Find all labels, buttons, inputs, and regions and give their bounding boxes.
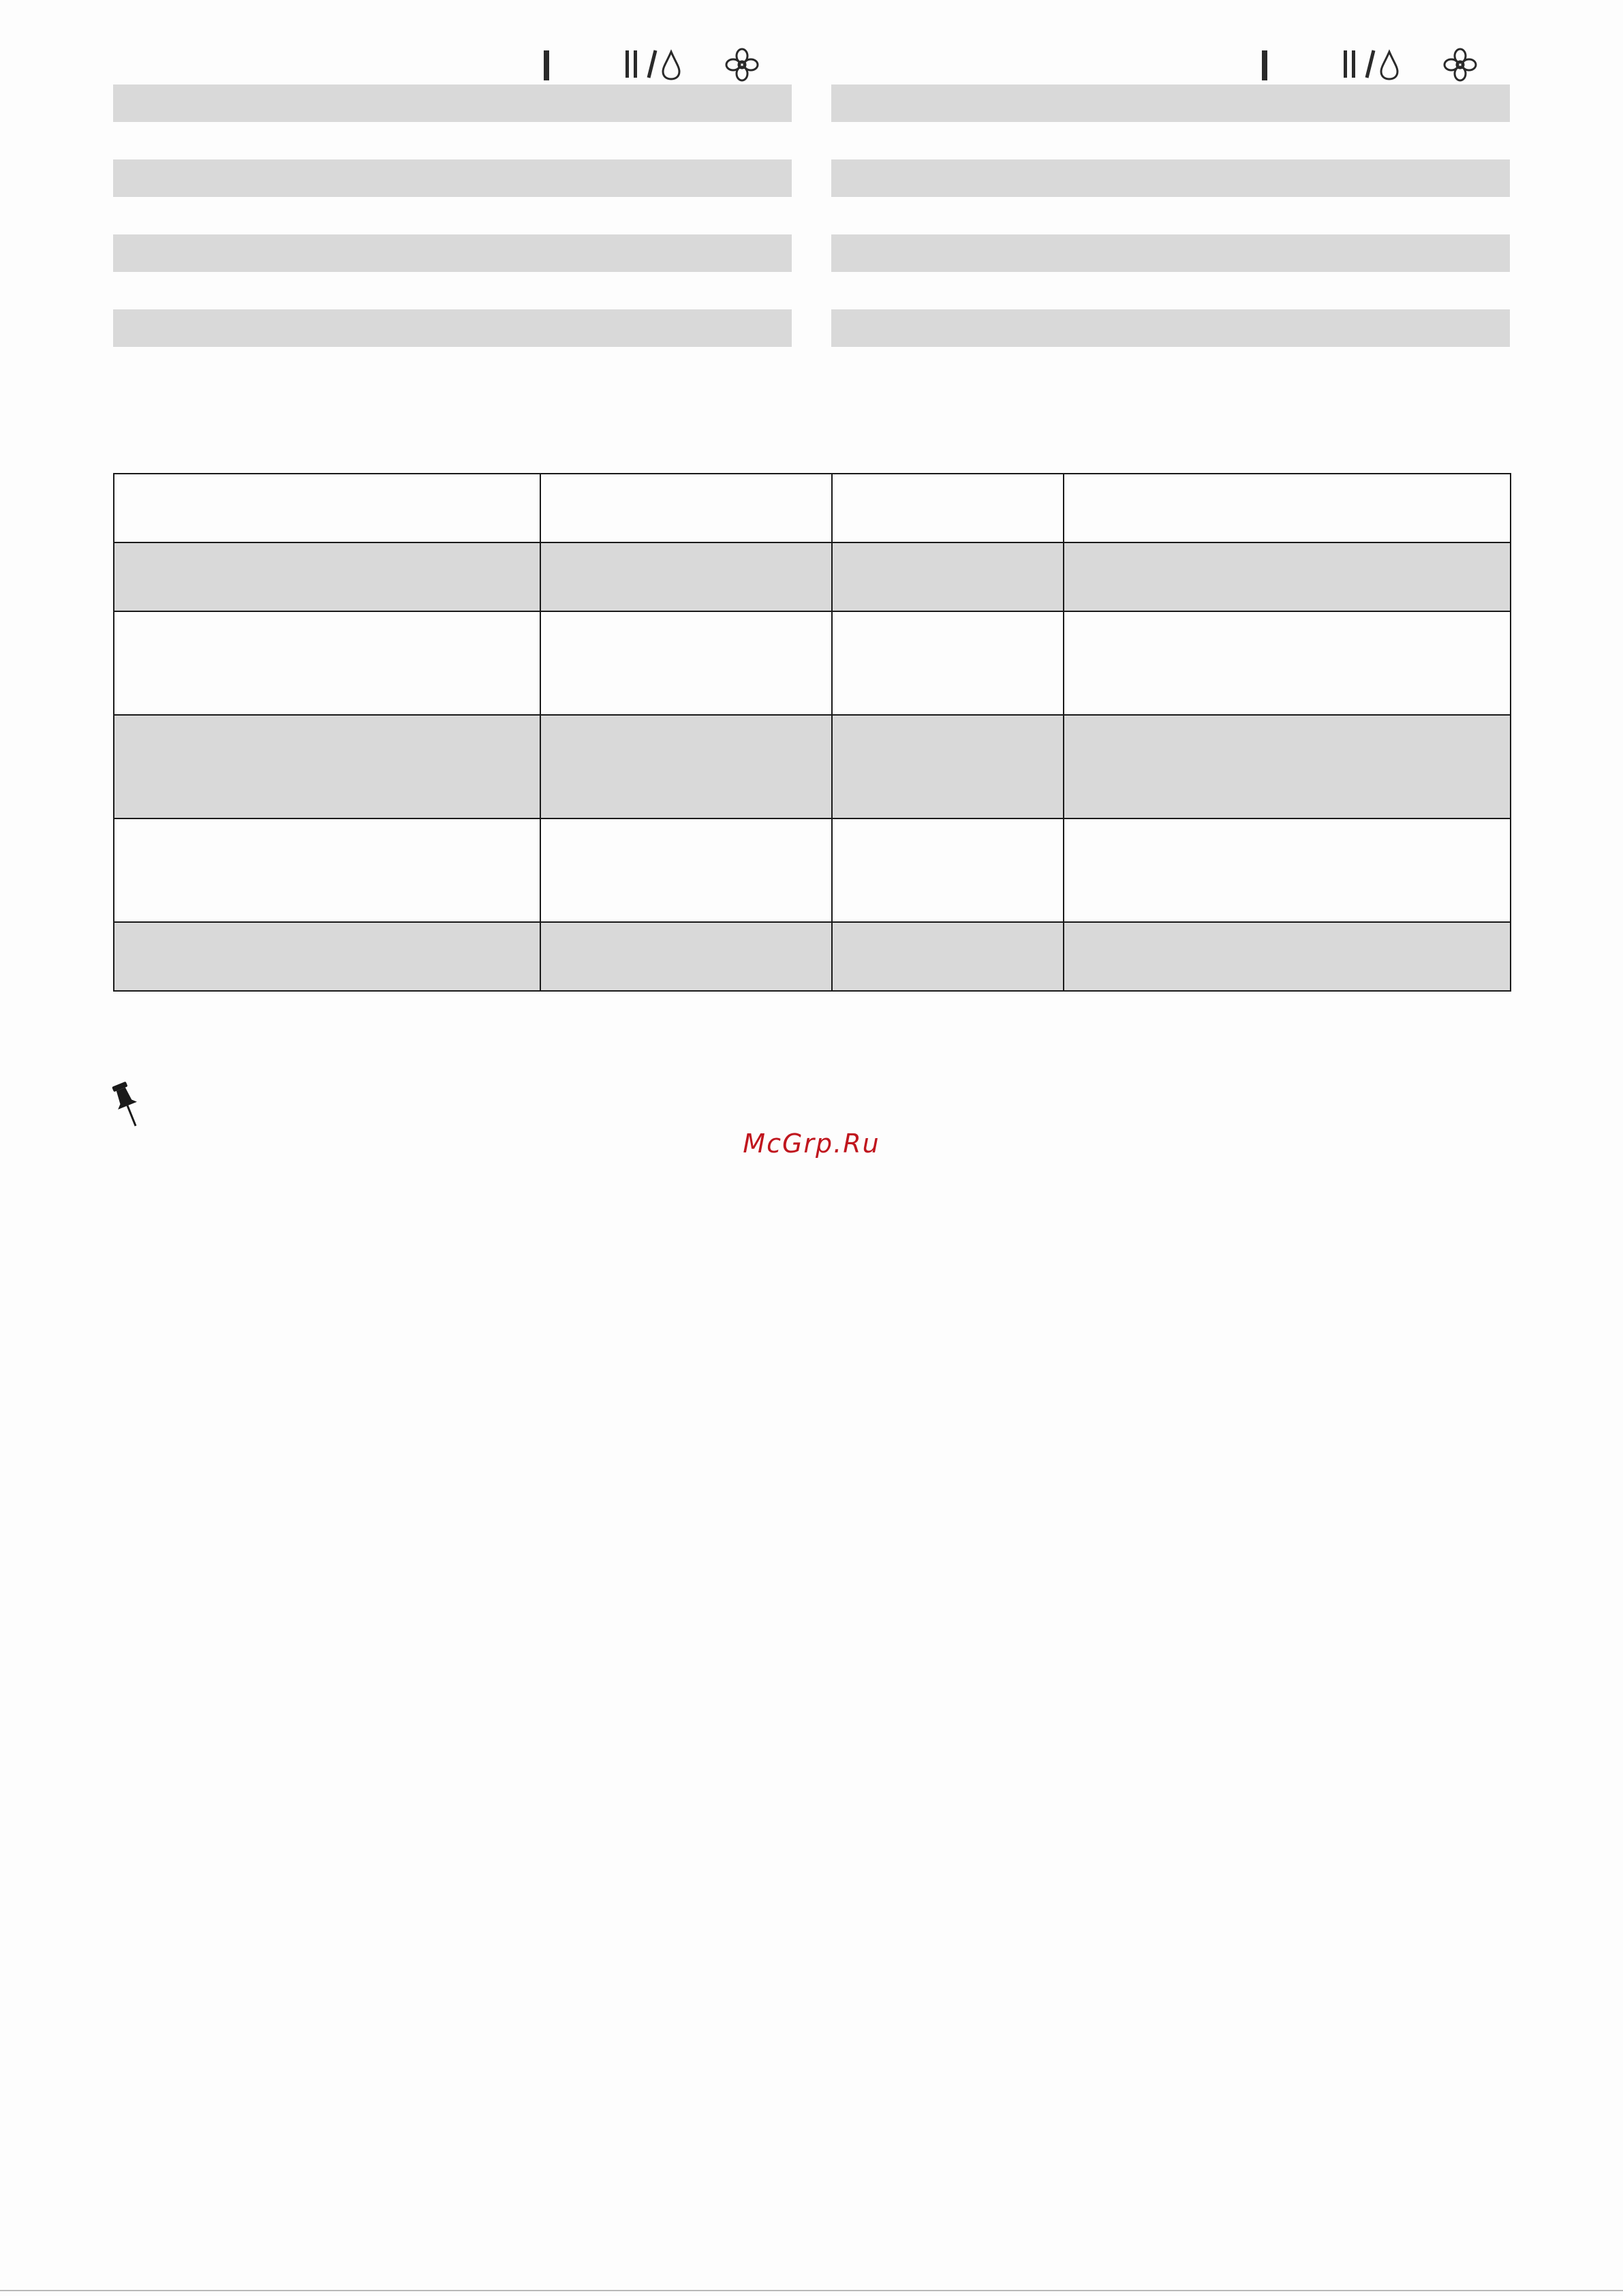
setting-bar [831,234,1510,272]
setting-bar [113,234,792,272]
right-panel [831,41,1510,384]
table-cell [540,611,832,715]
table-cell [540,474,832,542]
right-panel-header [831,41,1510,85]
setting-bar [113,85,792,122]
left-panel-header [113,41,792,85]
table-cell [114,715,540,818]
table-cell [540,818,832,922]
stage-two-drip-icon [1342,46,1410,82]
table-row [114,542,1511,611]
table-cell [832,818,1064,922]
table-cell [1064,818,1511,922]
fan-icon [725,46,759,82]
watermark: McGrp.Ru [743,1129,880,1159]
table-cell [540,715,832,818]
table-cell [114,611,540,715]
table-cell [1064,611,1511,715]
table-cell [832,611,1064,715]
table-cell [114,922,540,991]
fan-icon [1443,46,1477,82]
stage-one-icon [542,46,551,82]
setting-bar [831,85,1510,122]
table-cell [1064,715,1511,818]
footer-rule [0,2290,1623,2291]
setting-bar [831,159,1510,197]
stage-two-drip-icon [623,46,692,82]
stage-one-icon [1260,46,1269,82]
left-panel [113,41,792,384]
table-cell [540,542,832,611]
table-row [114,715,1511,818]
table-cell [114,542,540,611]
table-cell [1064,922,1511,991]
table-row [114,922,1511,991]
table-row [114,818,1511,922]
table-row [114,474,1511,542]
pushpin-icon [110,1081,146,1130]
setting-bar [831,309,1510,347]
setting-bar [113,309,792,347]
table-cell [832,542,1064,611]
table-cell [540,922,832,991]
table-cell [114,474,540,542]
spec-table [113,473,1511,992]
table-cell [832,922,1064,991]
table-cell [832,715,1064,818]
table-cell [1064,474,1511,542]
table-cell [832,474,1064,542]
table-row [114,611,1511,715]
table-cell [114,818,540,922]
table-cell [1064,542,1511,611]
setting-bar [113,159,792,197]
